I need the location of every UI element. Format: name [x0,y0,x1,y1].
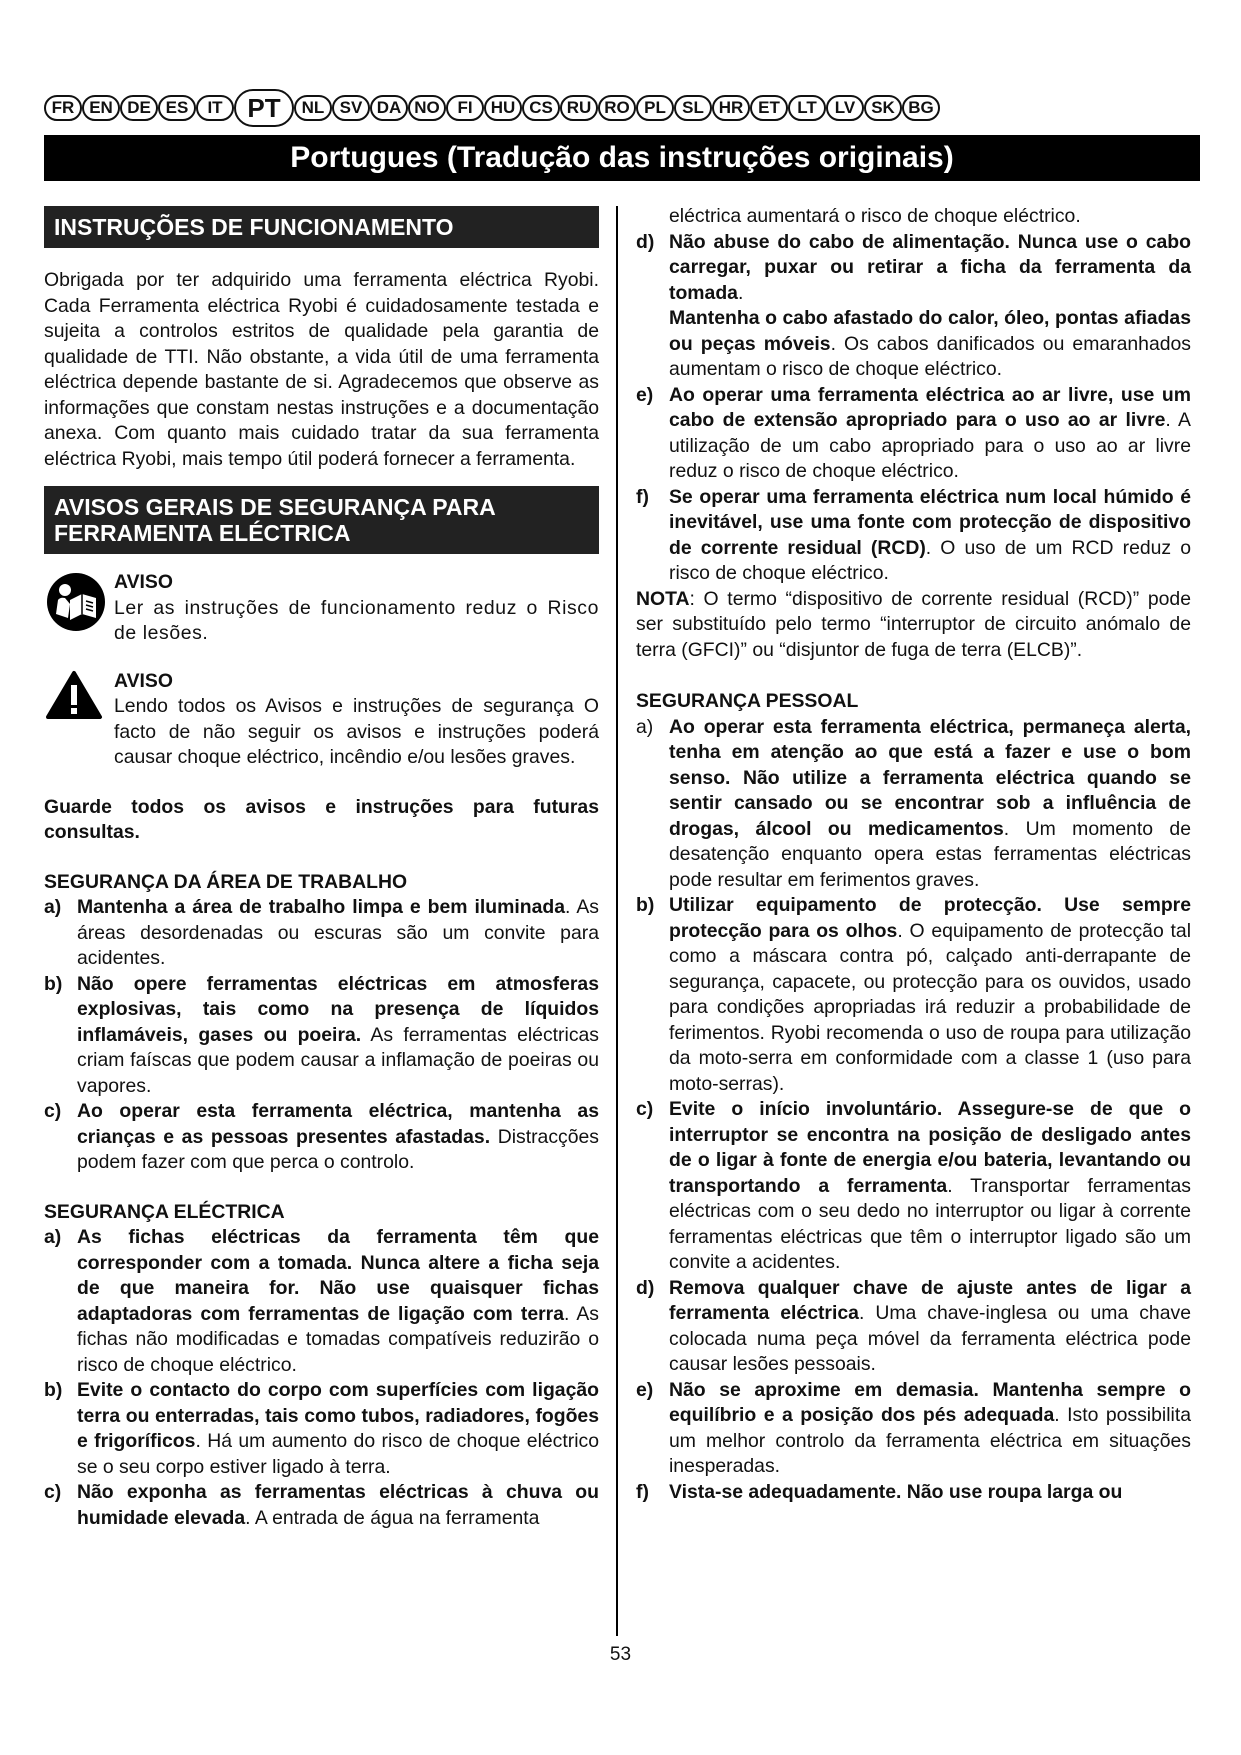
work-area-title: SEGURANÇA DA ÁREA DE TRABALHO [44,870,408,893]
language-tab-lv[interactable]: LV [826,95,864,121]
left-column [44,206,599,1531]
list-item: b) Evite o contacto do corpo com superfícies com ligação terra ou enterradas, tais como tubos, radiadores, fogões e frigoríficos. Há um aumento do risco de choque eléctrico se o seu corpo estiver ligado à terra. [44,1379,599,1478]
language-tab-fi[interactable]: FI [446,95,484,121]
language-tab-pl[interactable]: PL [636,95,674,121]
column-divider [616,206,618,1636]
list-item: b) Não opere ferramentas eléctricas em atmosferas explosivas, tais como na presença de líquidos inflamáveis, gases ou poeira. As ferramentas eléctricas criam faíscas que podem causar a inflamação de poeiras ou vapores. [44,972,599,1097]
page-number: 53 [609,1644,632,1665]
language-tab-nl[interactable]: NL [294,95,332,121]
continued-text: eléctrica aumentará o risco de choque eléctrico. [669,205,1081,227]
language-tab-lt[interactable]: LT [788,95,826,121]
list-item: e) Não se aproxime em demasia. Mantenha sempre o equilíbrio e a posição dos pés adequada. Isto possibilita um melhor controlo da ferramenta eléctrica em situações inesperadas. [636,1378,1191,1477]
keep-instructions-note: Guarde todos os avisos e instruções para futuras consultas. [44,795,599,843]
language-tab-bg[interactable]: BG [902,95,940,121]
intro-paragraph: Obrigada por ter adquirido uma ferramenta eléctrica Ryobi. Cada Ferramenta eléctrica Ryobi é cuidadosamente testada e sujeita a controlos estritos de qualidade pela garantia de qualidade de TTI. Não obstante, a vida útil de uma ferramenta eléctrica depende bastante de si. Agradecemos que observe as informações que constam nestas instruções e a documentação anexa. Com quanto mais cuidado tratar da sua ferramenta eléctrica Ryobi, mais tempo útil poderá fornecer a ferramenta. [44,269,599,470]
warning-text: Lendo todos os Avisos e instruções de segurança O facto de não seguir os avisos e instruções poderá causar choque eléctrico, incêndio e/ou lesões graves. [114,695,599,768]
list-item: f) Vista-se adequadamente. Não use roupa larga ou [636,1480,1123,1503]
right-column [636,204,1191,1505]
language-tab-da[interactable]: DA [370,95,408,121]
language-tab-sv[interactable]: SV [332,95,370,121]
language-tab-sl[interactable]: SL [674,95,712,121]
list-item: a) Ao operar esta ferramenta eléctrica, permaneça alerta, tenha em atenção ao que está a fazer e use o bom senso. Não utilize a ferramenta eléctrica quando se sentir cansado ou se encontrar sob a influência de drogas, álcool ou medicamentos. Um momento de desatenção enquanto opera estas ferramentas eléctricas pode resultar em ferimentos graves. [636,715,1191,891]
language-tab-de[interactable]: DE [120,95,158,121]
warning-title: AVISO [114,669,173,692]
warning-read-manual [44,570,599,647]
language-tab-et[interactable]: ET [750,95,788,121]
warning-title: AVISO [114,571,173,593]
note-paragraph: NOTA: O termo “dispositivo de corrente residual (RCD)” pode ser substituído pelo termo “interruptor de circuito anómalo de terra (GFCI)” ou “disjuntor de fuga de terra (ELCB)”. [636,587,1191,661]
work-area-list [44,895,599,1176]
language-tab-hu[interactable]: HU [484,95,522,121]
language-tab-ru[interactable]: RU [560,95,598,121]
list-item: b) Utilizar equipamento de protecção. Use sempre protecção para os olhos. O equipamento de protecção tal como a máscara contra pó, calçado anti-derrapante de segurança, capacete, ou protecção para os ouvidos, usado para condições apropriadas irá reduzir a probabilidade de ferimentos. Ryobi recomenda o uso de roupa para utilização da moto-serra em conformidade com a classe 1 (uso para moto-serras). [636,894,1191,1095]
list-item: d) Remova qualquer chave de ajuste antes de ligar a ferramenta eléctrica. Uma chave-inglesa ou uma chave colocada numa peça móvel da ferramenta eléctrica pode causar lesões pessoais. [636,1276,1191,1375]
language-tab-cs[interactable]: CS [522,95,560,121]
personal-safety-list [636,715,1191,1506]
section-heading-instructions: INSTRUÇÕES DE FUNCIONAMENTO [44,206,599,248]
warning-text: Ler as instruções de funcionamento reduz o Risco de lesões. [114,596,599,644]
language-tab-pt[interactable]: PT [234,89,294,127]
language-tab-sk[interactable]: SK [864,95,902,121]
list-item: e) Ao operar uma ferramenta eléctrica ao ar livre, use um cabo de extensão apropriado para o uso ao ar livre. A utilização de um cabo apropriado para o uso ao ar livre reduz o risco de choque eléctrico. [636,383,1191,482]
language-tab-ro[interactable]: RO [598,95,636,121]
language-tab-en[interactable]: EN [82,95,120,121]
language-tab-hr[interactable]: HR [712,95,750,121]
list-item: f) Se operar uma ferramenta eléctrica num local húmido é inevitável, use uma fonte com protecção de dispositivo de corrente residual (RCD). O uso de um RCD reduz o risco de choque eléctrico. [636,485,1192,584]
warning-triangle-icon [44,669,114,771]
language-tab-es[interactable]: ES [158,95,196,121]
electrical-title: SEGURANÇA ELÉCTRICA [44,1200,285,1223]
language-selector [44,89,1200,127]
read-manual-icon [44,570,114,647]
list-item: c) Não exponha as ferramentas eléctricas à chuva ou humidade elevada. A entrada de água na ferramenta [44,1481,599,1529]
list-item: a) As fichas eléctricas da ferramenta têm que corresponder com a tomada. Nunca altere a ficha seja de que maneira for. Não use quaisquer fichas adaptadoras com ferramentas de ligação com terra. As fichas não modificadas e tomadas compatíveis reduzirão o risco de choque eléctrico. [44,1226,599,1376]
list-item: a) Mantenha a área de trabalho limpa e bem iluminada. As áreas desordenadas ou escuras são um convite para acidentes. [44,896,599,969]
electrical-list [44,1225,599,1531]
list-item: c) Evite o início involuntário. Assegure-se de que o interruptor se encontra na posição de desligado antes de o ligar à fonte de energia e/ou bateria, levantando ou transportando a ferramenta. Transportar ferramentas eléctricas com o seu dedo no interruptor ou ligar à corrente ferramentas eléctricas que têm o interruptor ligado são um convite a acidentes. [636,1098,1191,1273]
page-title: Portugues (Tradução das instruções originais) [44,135,1200,181]
language-tab-fr[interactable]: FR [44,95,82,121]
language-tab-it[interactable]: IT [196,95,234,121]
language-tab-no[interactable]: NO [408,95,446,121]
list-item: d) Não abuse do cabo de alimentação. Nunca use o cabo carregar, puxar ou retirar a ficha da ferramenta da tomada. Mantenha o cabo afastado do calor, óleo, pontas afiadas ou peças móveis. Os cabos danificados ou emaranhados aumentam o risco de choque eléctrico. [636,230,1191,380]
warning-safety [44,669,599,771]
section-heading-safety-warnings: AVISOS GERAIS DE SEGURANÇA PARA FERRAMENTA ELÉCTRICA [44,486,599,554]
list-item: c) Ao operar esta ferramenta eléctrica, mantenha as crianças e as pessoas presentes afastadas. Distracções podem fazer com que perca o controlo. [44,1100,599,1173]
personal-safety-title: SEGURANÇA PESSOAL [636,690,859,712]
